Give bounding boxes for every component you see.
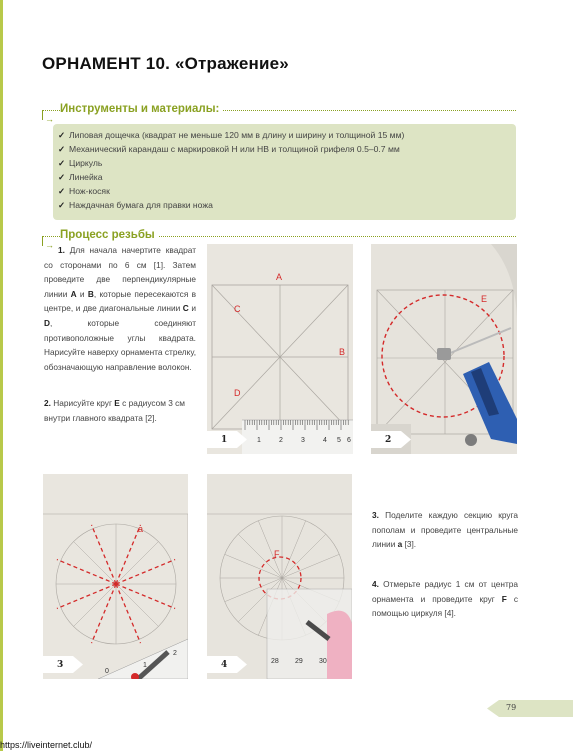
ruler-tick-label: 3 [301, 437, 305, 444]
ruler-tick-label: 30 [319, 658, 327, 665]
left-accent-bar [0, 0, 3, 751]
list-item: ✓ Нож-косяк [58, 184, 404, 198]
photo-number: 3 [57, 660, 64, 670]
page-number-tab [487, 700, 573, 717]
source-url[interactable]: https://liveinternet.club/ [0, 740, 93, 750]
page-title: ОРНАМЕНТ 10. «Отражение» [42, 54, 289, 73]
checkmark-icon: ✓ [58, 130, 66, 140]
list-item: ✓ Механический карандаш с маркировкой H или HB и толщиной грифеля 0.5–0.7 мм [58, 142, 404, 156]
arrow-right-icon: → [45, 240, 54, 250]
photo-number: 1 [221, 435, 228, 445]
checkmark-icon: ✓ [58, 172, 66, 183]
ruler-tick-label: 1 [143, 662, 147, 669]
photo-2-drawing [371, 244, 517, 454]
ruler-tick-label: 1 [257, 437, 261, 444]
step-3-text: 3. Поделите каждую секцию круга пополам и проведите центральные линии a [3]. [372, 510, 518, 550]
photo-3-drawing [43, 474, 188, 679]
checkmark-icon: ✓ [58, 144, 66, 155]
ruler-tick-label: 0 [105, 668, 109, 675]
ruler-tick-label: 5 [337, 437, 341, 444]
process-heading: Процесс резьбы [60, 229, 158, 241]
checkmark-icon: ✓ [58, 186, 66, 197]
photo-step-2 [371, 244, 517, 454]
label-d: D [234, 388, 241, 398]
photo-step-4 [207, 474, 352, 679]
label-a: a [138, 524, 144, 534]
list-item: ✓ Липовая дощечка (квадрат не меньше 120 мм в длину и ширину и толщиной 15 мм) [58, 128, 404, 142]
photo-4-drawing [207, 474, 352, 679]
label-b: B [339, 347, 346, 357]
page-number: 79 [506, 703, 517, 712]
ruler-tick-label: 28 [271, 658, 279, 665]
list-item: ✓ Циркуль [58, 156, 404, 170]
photo-step-1 [207, 244, 353, 454]
materials-heading: Инструменты и материалы: [60, 103, 222, 115]
materials-list [58, 128, 404, 213]
ruler-tick-label: 2 [279, 437, 283, 444]
ruler-tick-label: 4 [323, 437, 327, 444]
arrow-right-icon: → [45, 114, 54, 124]
photo-number: 4 [221, 660, 228, 670]
list-item: ✓ Линейка [58, 170, 404, 184]
label-e: E [481, 294, 488, 304]
checkmark-icon: ✓ [58, 158, 66, 169]
label-f: F [274, 549, 280, 559]
ruler-tick-label: 2 [173, 650, 177, 657]
step-2-text: 2. Нарисуйте круг E с радиусом 3 см внутри главного квадрата [2]. [44, 398, 186, 423]
ruler-tick-label: 29 [295, 658, 303, 665]
checkmark-icon: ✓ [58, 200, 66, 211]
label-a: A [276, 272, 283, 282]
ruler-tick-label: 6 [347, 437, 351, 444]
step-4-text: 4. Отмерьте радиус 1 см от центра орнамента и проведите круг F с помощью циркуля [4]. [372, 579, 518, 619]
photo-number: 2 [385, 435, 392, 445]
photo-step-3 [43, 474, 188, 679]
list-item: ✓ Наждачная бумага для правки ножа [58, 198, 404, 212]
step-1-text: 1. Для начала начертите квадрат со сторонами по 6 см [1]. Затем проведите две перпендикулярные линии A и B, которые пересекаются в центре, и две диагональные линии C и D, которые соединяют противоположные углы квадрата. Нарисуйте наверху орнамента стрелку, обозначающую направление волокон. [44, 245, 197, 372]
label-c: C [234, 304, 241, 314]
